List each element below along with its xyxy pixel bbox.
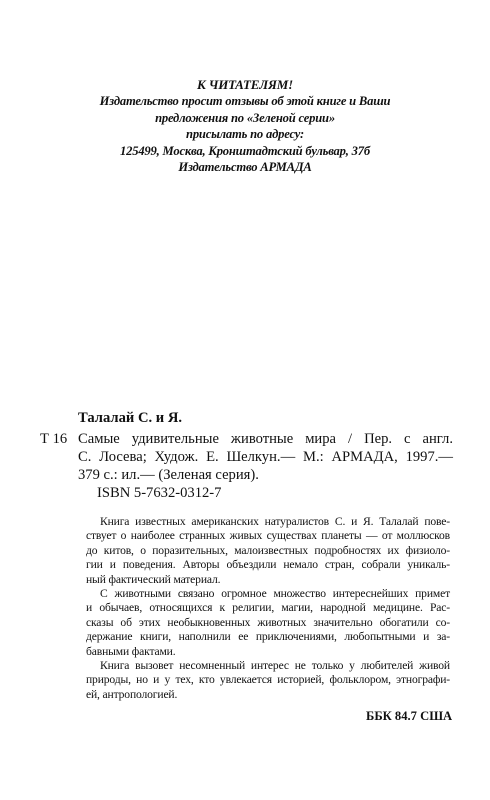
notice-address: 125499, Москва, Кронштадтский бульвар, 37б: [120, 143, 370, 158]
annotation-line: Книга известных американских натуралистов С. и Я. Талалай пове-: [100, 515, 450, 528]
annotation-line: гии и поведения. Авторы объездили немало стран, собрали уникаль-: [86, 558, 450, 572]
catalog-isbn: ISBN 5-7632-0312-7: [97, 485, 222, 501]
notice-line: Издательство просит отзывы об этой книге и Ваши: [99, 94, 391, 109]
notice-line: присылать по адресу:: [186, 127, 304, 142]
annotation-line: С животными связано огромное множество интереснейших примет: [100, 587, 450, 601]
catalog-author: Талалай С. и Я.: [78, 410, 183, 426]
notice-line: предложения по «Зеленой серии»: [155, 110, 335, 125]
bbk-classification: ББК 84.7 США: [366, 709, 453, 723]
catalog-description-line: Самые удивительные животные мира / Пер. с англ.: [78, 431, 453, 447]
annotation-line: ей, антропологией.: [86, 687, 178, 701]
catalog-description-line: 379 с.: ил.— (Зеленая серия).: [78, 466, 259, 483]
annotation-line: ствует о наиболее странных живых существах планеты — от моллюсков: [86, 529, 450, 543]
annotation-line: сказы об этих необыкновенных животных значительно обогатили со-: [86, 615, 450, 629]
annotation-line: и обычаев, относящихся к религии, магии, народной медицине. Рас-: [86, 601, 450, 615]
catalog-description-line: С. Лосева; Худож. Е. Шелкун.— М.: АРМАДА, 1997.—: [78, 448, 453, 465]
reader-notice: [60, 77, 430, 175]
annotation-line: до китов, о поразительных, малоизвестных подробностях их физиоло-: [86, 543, 450, 557]
annotation-line: держание книги, наполнили ее приключениями, любопытными и за-: [86, 630, 450, 644]
annotation-line: ный фактический материал.: [86, 572, 221, 586]
annotation-line: бавными фактами.: [86, 644, 176, 658]
catalog-code: Т 16: [40, 431, 68, 447]
notice-heading: К ЧИТАТЕЛЯМ!: [197, 77, 293, 92]
notice-publisher: Издательство АРМАДА: [178, 160, 312, 175]
annotation-line: Книга вызовет несомненный интерес не только у любителей живой: [100, 659, 450, 673]
catalog-description: [78, 431, 453, 484]
book-annotation: [86, 515, 450, 702]
annotation-line: природы, но и у тех, кто увлекается историей, фольклором, этнографи-: [86, 673, 450, 687]
